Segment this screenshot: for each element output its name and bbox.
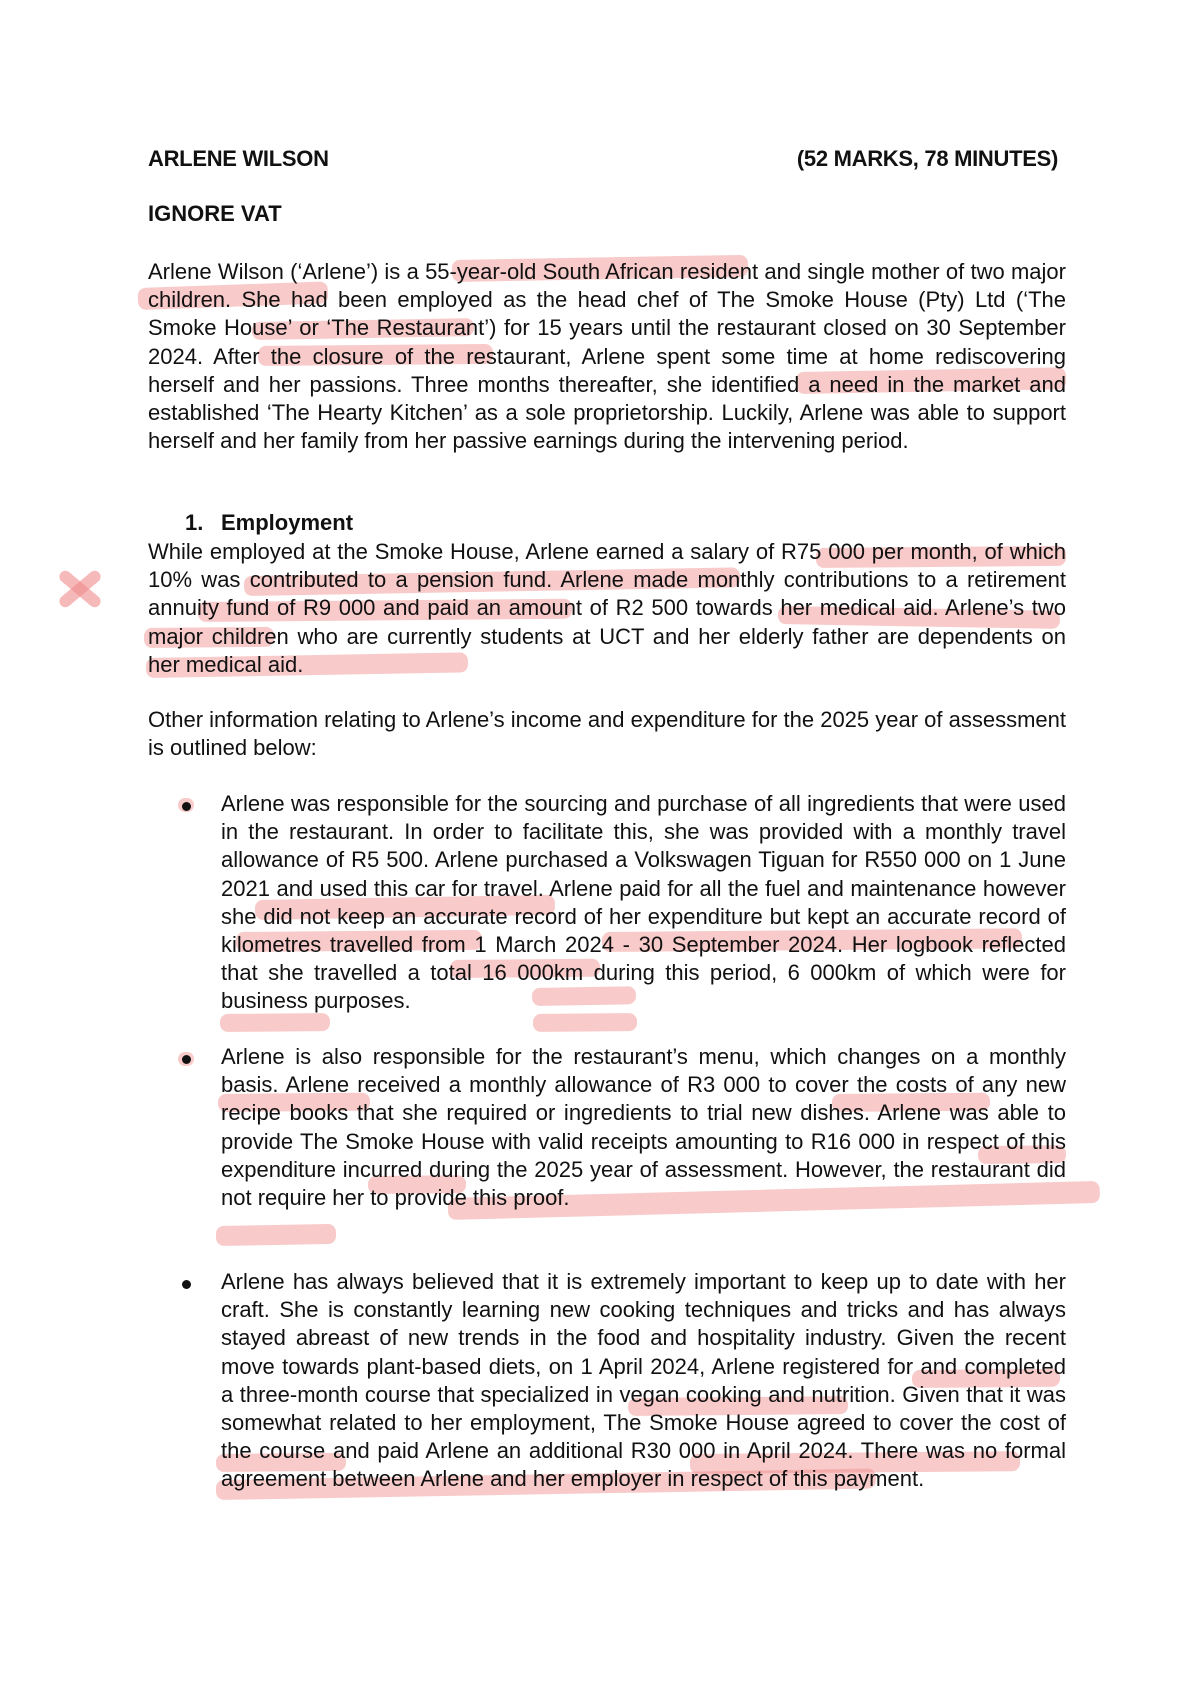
bullet-icon	[182, 1055, 191, 1064]
vat-note: IGNORE VAT	[148, 201, 282, 226]
other-info-paragraph: Other information relating to Arlene’s income and expenditure for the 2025 year of assessment is outlined below:	[148, 707, 1067, 761]
highlight-stroke	[216, 1224, 336, 1246]
marks-label: (52 MARKS, 78 MINUTES)	[796, 146, 1058, 171]
list-item: Arlene was responsible for the sourcing and purchase of all ingredients that were used in the restaurant. In order to facilitate this, she was provided with a monthly travel allowance of R5 500. Arlene purchased a Volkswagen Tiguan for R550 000 on 1 June 2021 and used this car for travel. Arlene paid for all the fuel and maintenance however she did not keep an accurate record of her expenditure but kept an accurate record of kilometres travelled from 1 March 2024 - 30 September 2024. Her logbook reflected that she travelled a total 16 000km during this period, 6 000km of which were for business purposes.	[221, 791, 1066, 1014]
list-item: Arlene is also responsible for the restaurant’s menu, which changes on a monthly basis. Arlene received a monthly allowance of R3 000 to cover the costs of any new recipe books that she required or ingredients to trial new dishes. Arlene was able to provide The Smoke House with valid receipts amounting to R16 000 in respect of this expenditure incurred during the 2025 year of assessment. However, the restaurant did not require her to provide this proof.	[221, 1044, 1066, 1211]
bullet-icon	[182, 802, 191, 811]
section-title: Employment	[221, 510, 354, 535]
intro-paragraph: Arlene Wilson (‘Arlene’) is a 55-year-old South African resident and single mother of two major children. She had been employed as the head chef of The Smoke House (Pty) Ltd (‘The Smoke House’ or ‘The Restaurant’) for 15 years until the restaurant closed on 30 September 2024. After the closure of the restaurant, Arlene spent some time at home rediscovering herself and her passions. Three months thereafter, she identified a need in the market and established ‘The Hearty Kitchen’ as a sole proprietorship. Luckily, Arlene was able to support herself and her family from her passive earnings during the intervening period.	[148, 259, 1066, 454]
list-item: Arlene has always believed that it is extremely important to keep up to date with her craft. She is constantly learning new cooking techniques and tricks and has always stayed abreast of new trends in the food and hospitality industry. Given the recent move towards plant-based diets, on 1 April 2024, Arlene registered for and completed a three-month course that specialized in vegan cooking and nutrition. Given that it was somewhat related to her employment, The Smoke House agreed to cover the cost of the course and paid Arlene an additional R30 000 in April 2024. There was no formal agreement between Arlene and her employer in respect of this payment.	[221, 1269, 1066, 1492]
document-header	[148, 146, 1058, 172]
employment-paragraph: While employed at the Smoke House, Arlene earned a salary of R75 000 per month, of which 10% was contributed to a pension fund. Arlene made monthly contributions to a retirement annuity fund of R9 000 and paid an amount of R2 500 towards her medical aid. Arlene’s two major children who are currently students at UCT and her elderly father are dependents on her medical aid.	[148, 539, 1066, 677]
highlight-stroke	[220, 1013, 330, 1032]
cross-mark-icon	[55, 563, 105, 613]
section-number: 1.	[185, 510, 204, 535]
highlight-stroke	[533, 1013, 637, 1032]
bullet-icon	[182, 1280, 191, 1289]
document-title: ARLENE WILSON	[148, 146, 329, 171]
section-heading	[185, 510, 353, 536]
